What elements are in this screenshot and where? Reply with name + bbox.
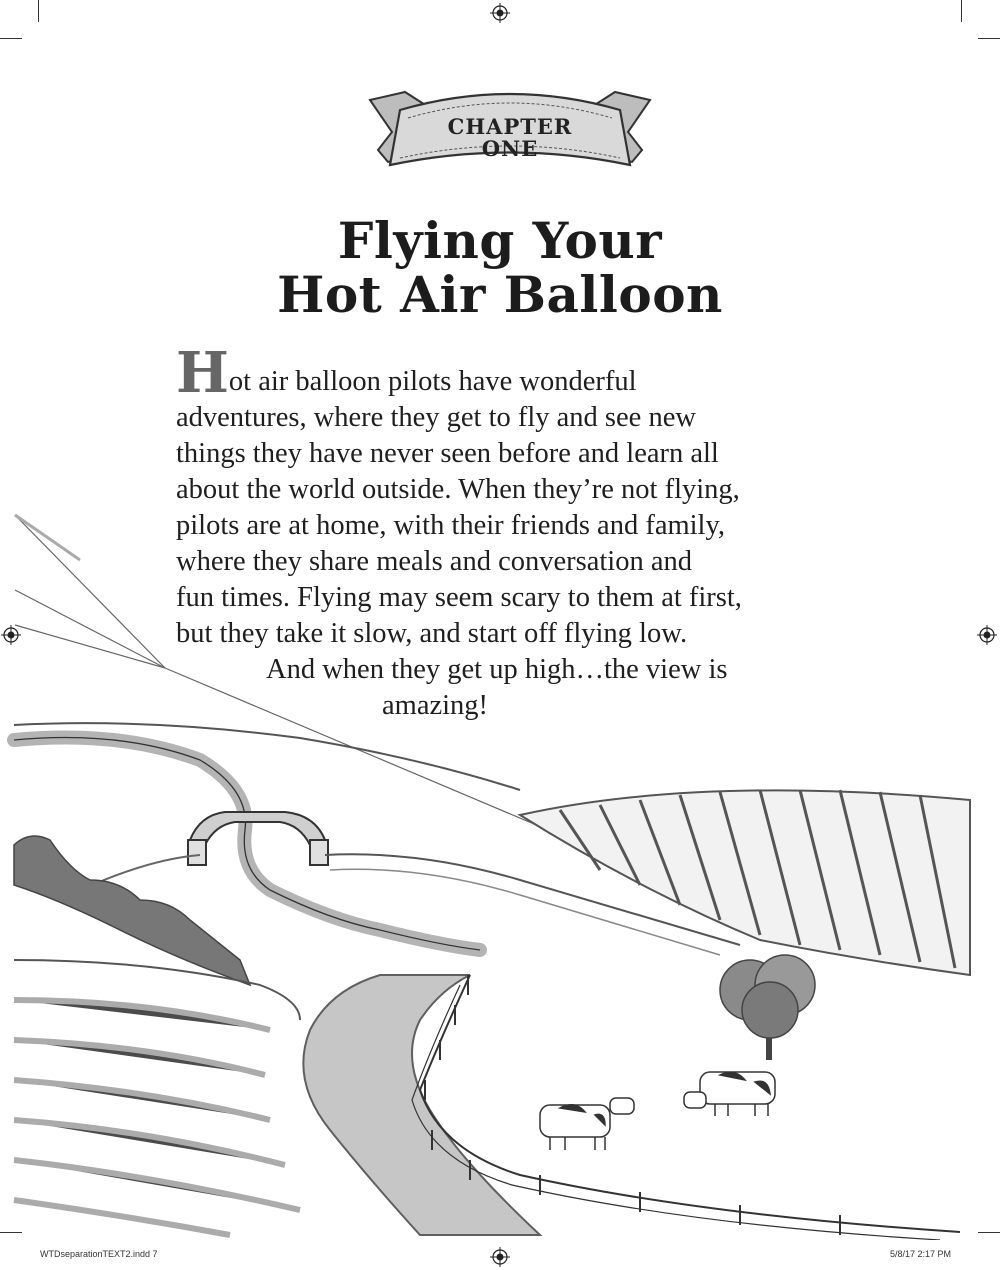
registration-mark-top-icon bbox=[490, 3, 510, 23]
body-line-8: but they take it slow, and start off flying low. bbox=[176, 618, 688, 649]
footer-timestamp: 5/8/17 2:17 PM bbox=[890, 1249, 952, 1259]
body-line-9: And when they get up high…the view is bbox=[266, 654, 728, 685]
body-line-10: amazing! bbox=[382, 690, 489, 721]
chapter-title-line-2: Hot Air Balloon bbox=[277, 265, 723, 324]
body-line-7: fun times. Flying may seem scary to them at first, bbox=[176, 582, 742, 613]
registration-mark-bottom-icon bbox=[490, 1247, 510, 1267]
bridge-icon bbox=[188, 812, 328, 865]
field-stripes-left bbox=[14, 1000, 300, 1235]
footer-file-slug: WTDseparationTEXT2.indd 7 bbox=[40, 1249, 158, 1259]
body-line-1 bbox=[176, 340, 866, 406]
chapter-label: CHAPTER bbox=[447, 114, 573, 139]
body-line-5: pilots are at home, with their friends and family, bbox=[176, 510, 726, 541]
cow-icon bbox=[684, 1072, 775, 1116]
cow-icon bbox=[540, 1098, 634, 1150]
chapter-banner bbox=[360, 70, 660, 190]
crop-mark-top-right-h bbox=[978, 38, 1000, 39]
crop-mark-top-right-v bbox=[961, 0, 962, 22]
body-line-1-text: ot air balloon pilots have wonderful bbox=[228, 366, 637, 397]
body-line-6: where they share meals and conversation and bbox=[176, 546, 692, 577]
chapter-title-line-1: Flying Your bbox=[337, 211, 663, 270]
crop-mark-top-left-v bbox=[38, 0, 39, 22]
tree-line bbox=[14, 836, 250, 985]
drop-cap: H bbox=[176, 340, 229, 406]
body-line-3: things they have never seen before and learn all bbox=[176, 438, 719, 469]
chapter-body-text bbox=[176, 340, 866, 724]
crop-mark-top-left-h bbox=[0, 38, 22, 39]
tree-icon bbox=[720, 955, 815, 1060]
body-line-2: adventures, where they get to fly and see new bbox=[176, 402, 696, 433]
body-line-4: about the world outside. When they’re not flying, bbox=[176, 474, 740, 505]
chapter-number: ONE bbox=[481, 136, 539, 161]
